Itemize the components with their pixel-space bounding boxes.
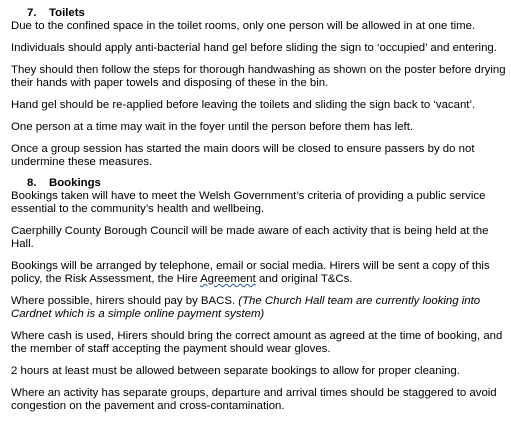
section-heading-bookings — [11, 177, 507, 190]
paragraph-bacs — [11, 295, 507, 321]
paragraph: Where cash is used, Hirers should bring the correct amount as agreed at the time of booking, and the member of staff accepting the payment should wear gloves. — [11, 330, 503, 355]
text-run: Bookings will be arranged by telephone, email or social media. Hirers will be sent a copy of this policy, the Risk Assessment, the Hire — [11, 260, 490, 285]
italic-note: (The Church Hall team are currently looking into Cardnet which is a simple online payment system) — [11, 295, 481, 320]
paragraph: One person at a time may wait in the foyer until the person before them has left. — [11, 121, 414, 133]
paragraph-booking-arrangement — [11, 260, 507, 286]
paragraph: Where an activity has separate groups, departure and arrival times should be staggered to avoid congestion on the pavement and cross-contamination. — [11, 387, 497, 412]
paragraph: Caerphilly County Borough Council will be made aware of each activity that is being held at the Hall. — [11, 225, 489, 250]
spellcheck-flagged-word[interactable]: Agreement — [200, 273, 256, 285]
paragraph: They should then follow the steps for thorough handwashing as shown on the poster before drying their hands with paper towels and disposing of these in the bin. — [11, 64, 506, 89]
paragraph: Hand gel should be re-applied before leaving the toilets and sliding the sign back to ‘vacant’. — [11, 99, 476, 111]
paragraph: Due to the confined space in the toilet rooms, only one person will be allowed in at one time. — [11, 20, 476, 32]
paragraph: 2 hours at least must be allowed between separate bookings to allow for proper cleaning. — [11, 365, 460, 377]
paragraph: Bookings taken will have to meet the Welsh Government’s criteria of providing a public service essential to the community’s health and wellbeing. — [11, 190, 486, 215]
section-heading-toilets — [11, 7, 507, 20]
text-run: Where possible, hirers should pay by BACS. — [11, 295, 239, 307]
document-page — [11, 7, 507, 422]
section-number: 8. — [27, 177, 37, 189]
paragraph: Individuals should apply anti-bacterial hand gel before sliding the sign to ‘occupied’ and entering. — [11, 42, 497, 54]
section-title: Bookings — [49, 177, 101, 189]
section-title: Toilets — [49, 7, 85, 19]
text-run: and original T&Cs. — [255, 273, 353, 285]
section-number: 7. — [27, 7, 37, 19]
paragraph: Once a group session has started the main doors will be closed to ensure passers by do not undermine these measures. — [11, 143, 475, 168]
